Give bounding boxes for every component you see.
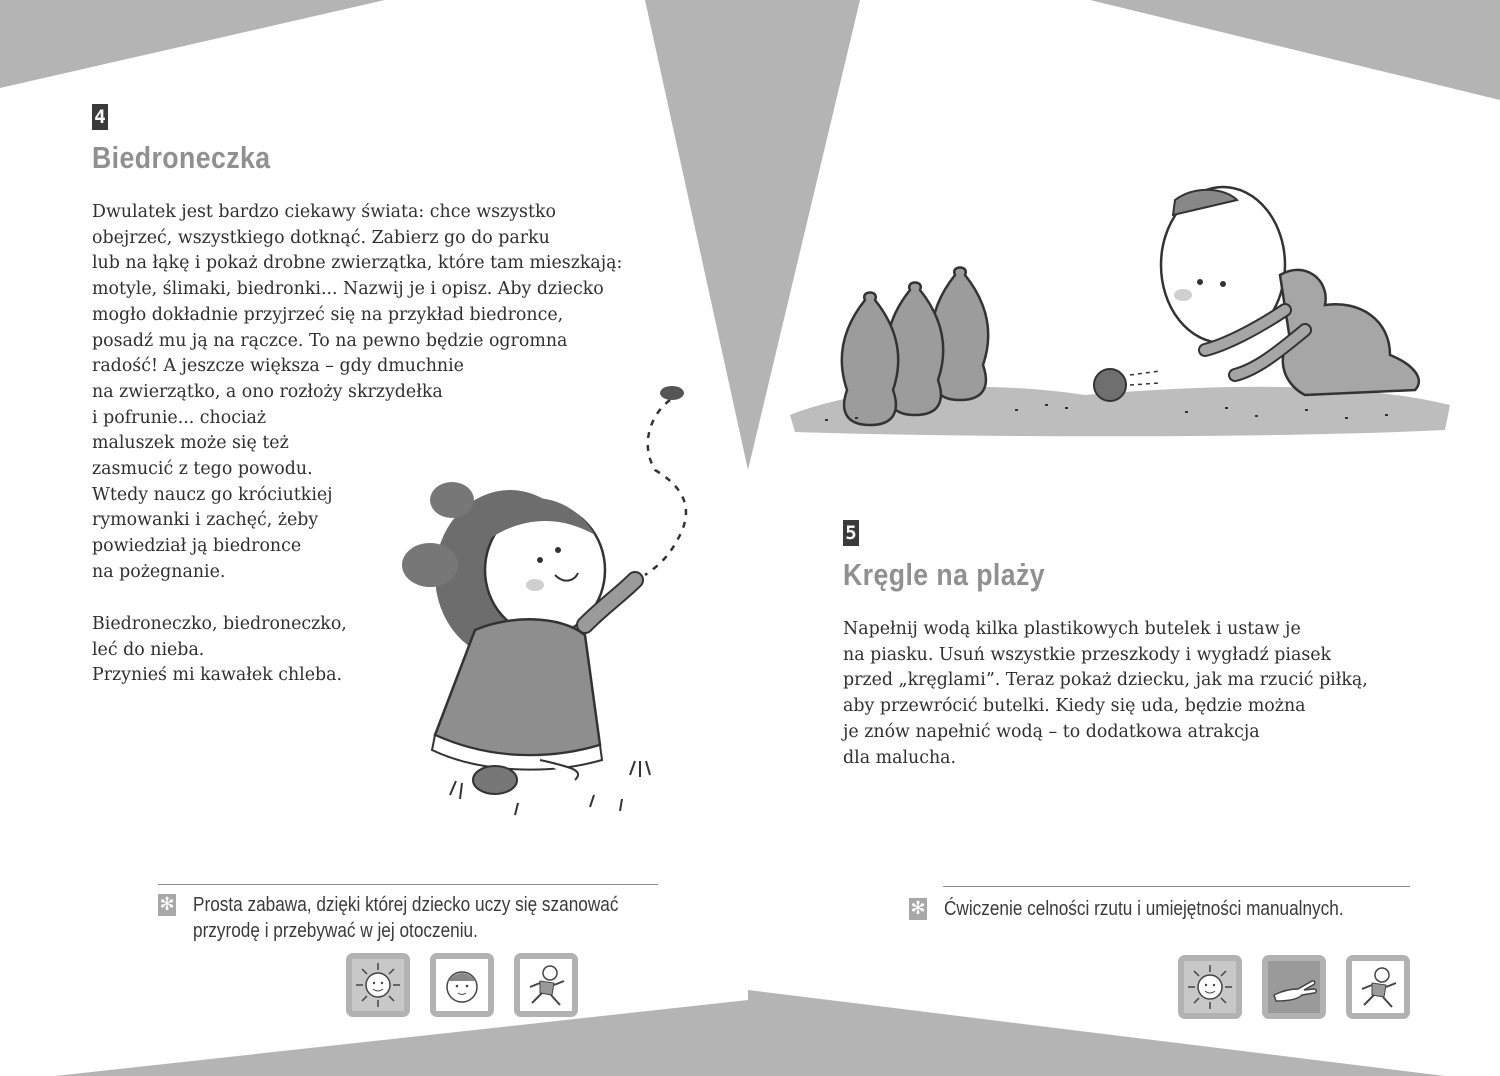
sun-icon xyxy=(346,953,410,1017)
text-line: i pofrunie... chociaż xyxy=(92,407,267,428)
text-line: maluszek może się też xyxy=(92,433,289,454)
rhyme-line: Biedroneczko, biedroneczko, xyxy=(92,614,347,634)
text-line: je znów napełnić wodą – to dodatkowa atrakcja xyxy=(843,721,1260,742)
text-line: na pożegnanie. xyxy=(92,561,226,582)
sun-icon xyxy=(1178,955,1242,1019)
text-line: radość! A jeszcze większa – gdy dmuchnie xyxy=(92,356,464,377)
text-line: mogło dokładnie przyjrzeć się na przykład biedronce, xyxy=(92,304,564,325)
text-line: aby przewrócić butelki. Kiedy się uda, będzie można xyxy=(843,696,1306,717)
child-face-icon xyxy=(430,953,494,1017)
text-line: rymowanki i zachęć, żeby xyxy=(92,510,319,531)
section-number-5: 5 xyxy=(843,520,859,546)
section-number-4: 4 xyxy=(92,104,108,130)
text-line: Dwulatek jest bardzo ciekawy świata: chce wszystko xyxy=(92,202,556,222)
running-child-icon xyxy=(514,953,578,1017)
right-paragraph xyxy=(843,617,1368,771)
asterisk-icon: ✻ xyxy=(910,898,926,919)
asterisk-icon: ✻ xyxy=(159,894,175,915)
text-line: powiedział ją biedronce xyxy=(92,536,302,557)
text-line: Napełnij wodą kilka plastikowych butelek i ustaw je xyxy=(843,619,1301,639)
text-line: lub na łąkę i pokaż drobne zwierzątka, które tam mieszkają: xyxy=(92,253,623,274)
rhyme-line: Przynieś mi kawałek chleba. xyxy=(92,665,343,686)
note-divider xyxy=(158,884,658,885)
note-line: Prosta zabawa, dzięki której dziecko uczy się szanować xyxy=(193,894,619,916)
text-line: obejrzeć, wszystkiego dotknąć. Zabierz go do parku xyxy=(92,227,550,248)
girl-ladybug-illustration xyxy=(380,375,710,825)
text-line: na piasku. Usuń wszystkie przeszkody i wygładź piasek xyxy=(843,644,1332,665)
text-line: zasmucić z tego powodu. xyxy=(92,459,313,480)
note-line: przyrodę i przebywać w jej otoczeniu. xyxy=(193,920,478,942)
hand-icon xyxy=(1262,955,1326,1019)
text-line: dla malucha. xyxy=(843,747,957,768)
beach-bowling-illustration xyxy=(785,180,1455,440)
rhyme-line: leć do nieba. xyxy=(92,639,205,660)
text-line: Wtedy naucz go króciutkiej xyxy=(92,484,333,505)
text-line: przed „kręglami”. Teraz pokaż dziecku, jak ma rzucić piłką, xyxy=(843,670,1368,691)
text-line: motyle, ślimaki, biedronki... Nazwij je i opisz. Aby dziecko xyxy=(92,279,604,300)
page-number-left: 8 xyxy=(24,1006,36,1026)
text-line: posadź mu ją na rączce. To na pewno będzie ogromna xyxy=(92,330,568,351)
left-note xyxy=(193,892,618,944)
section-title-biedroneczka: Biedroneczka xyxy=(92,140,271,175)
page-number-right: 9 xyxy=(1465,1010,1477,1030)
rhyme xyxy=(92,612,347,689)
right-note xyxy=(944,896,1344,922)
text-line: na zwierzątko, a ono rozłoży skrzydełka xyxy=(92,381,443,402)
note-divider xyxy=(943,886,1410,887)
section-title-kregle: Kręgle na plaży xyxy=(843,557,1046,592)
running-child-icon xyxy=(1346,955,1410,1019)
note-line: Ćwiczenie celności rzutu i umiejętności manualnych. xyxy=(944,898,1344,920)
